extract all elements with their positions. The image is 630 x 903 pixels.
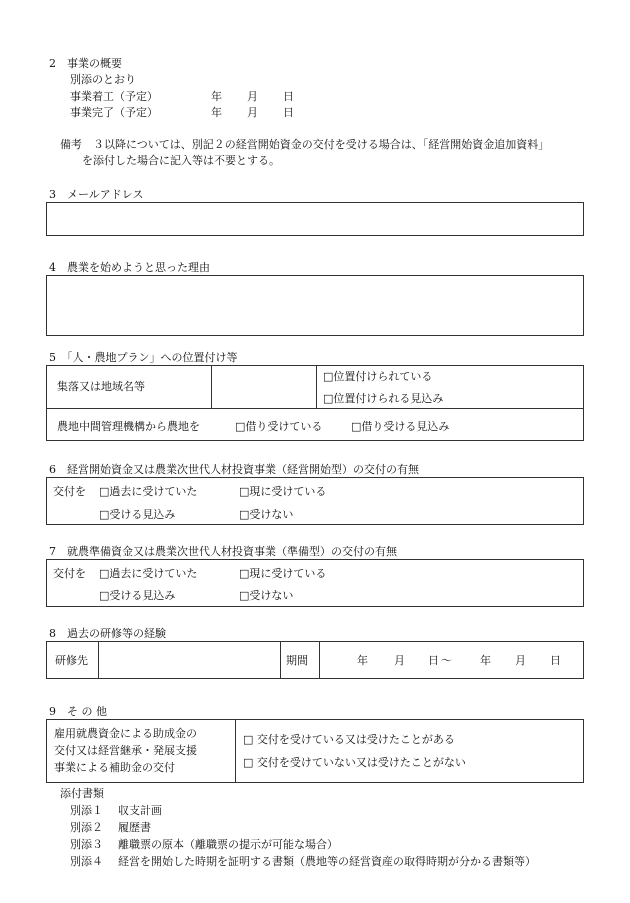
end-year-label: 年 [211,106,222,119]
attachment-3-no: 別添３ [70,838,103,851]
attachment-2-no: 別添２ [70,821,103,834]
attachment-2-text: 履歴書 [118,821,151,834]
option-expected-to-receive[interactable]: □受ける見込み [99,508,176,521]
period-end-day: 日 [550,654,561,667]
prep-option-currently-receiving[interactable]: □現に受けている [239,567,327,580]
end-day-label: 日 [283,106,294,119]
section-9-heading: 9 そ の 他 [49,705,107,718]
option-leasing[interactable]: □借り受けている [235,420,323,433]
start-month-label: 月 [247,90,258,103]
overview-text: 別添のとおり [70,73,136,86]
option-positioning-expected[interactable]: □位置付けられる見込み [323,392,444,405]
grant-prefix-label: 交付を [53,485,86,498]
training-col-1 [98,641,99,679]
attachment-1-no: 別添１ [70,804,103,817]
section-7-heading: 7 就農準備資金又は農業次世代人材投資事業（準備型）の交付の有無 [49,545,397,558]
section-3-heading: 3 メールアドレス [49,188,144,201]
option-currently-receiving[interactable]: □現に受けている [239,485,327,498]
area-name-label: 集落又は地域名等 [57,380,145,393]
prep-grant-prefix-label: 交付を [53,567,86,580]
section-6-heading: 6 経営開始資金又は農業次世代人材投資事業（経営開始型）の交付の有無 [49,463,419,476]
remarks-line-1: 備考 ３以降については、別記２の経営開始資金の交付を受ける場合は、「経営開始資金追加資料」 [60,138,550,151]
plan-table-col-1 [211,365,212,408]
other-table-col [235,719,236,783]
section-8-heading: 8 過去の研修等の経験 [49,627,166,640]
remarks-line-2: を添付した場合に記入等は不要とする。 [82,154,280,167]
period-end-year: 年 [480,654,491,667]
period-start-year: 年 [357,654,368,667]
option-leasing-expected[interactable]: □借り受ける見込み [351,420,450,433]
section-2-heading: 2 事業の概要 [49,57,122,70]
attachment-1-text: 収支計画 [118,804,162,817]
start-year-label: 年 [211,90,222,103]
period-end-month: 月 [515,654,526,667]
option-past-received[interactable]: □過去に受けていた [99,485,198,498]
subsidy-label-line-2: 交付又は経営継承・発展支援 [54,744,197,757]
prep-option-expected-to-receive[interactable]: □受ける見込み [99,589,176,602]
option-not-receiving[interactable]: □受けない [239,508,294,521]
option-positioned[interactable]: □位置付けられている [323,370,433,383]
end-label: 事業完了（予定） [70,106,158,119]
period-start-day: 日 [428,654,439,667]
subsidy-label-line-1: 雇用就農資金による助成金の [54,727,197,740]
section-5-heading: 5 「人・農地プラン」への位置付け等 [49,351,238,364]
plan-table-divider [46,408,584,409]
area-name-field[interactable] [215,373,311,403]
start-day-label: 日 [283,90,294,103]
training-col-2 [280,641,281,679]
section-4-heading: 4 農業を始めようと思った理由 [49,261,210,274]
land-bank-label: 農地中間管理機構から農地を [57,420,200,433]
prep-option-past-received[interactable]: □過去に受けていた [99,567,198,580]
email-field[interactable] [46,202,584,236]
attachment-3-text: 離職票の原本（離職票の提示が可能な場合） [118,838,338,851]
subsidy-label-line-3: 事業による補助金の交付 [54,761,175,774]
prep-option-not-receiving[interactable]: □受けない [239,589,294,602]
period-tilde: 〜 [441,654,452,667]
training-col-3 [319,641,320,679]
attachment-4-no: 別添４ [70,855,103,868]
training-place-field[interactable] [102,645,276,675]
attachment-4-text: 経営を開始した時期を証明する書類（農地等の経営資産の取得時期が分かる書類等） [118,855,536,868]
period-start-month: 月 [394,654,405,667]
option-subsidy-not-received[interactable]: □ 交付を受けていない又は受けたことがない [243,756,466,769]
start-label: 事業着工（予定） [70,90,158,103]
training-period-label: 期間 [286,654,308,667]
reason-field[interactable] [46,275,584,336]
attachments-heading: 添付書類 [60,787,104,800]
end-month-label: 月 [247,106,258,119]
training-place-label: 研修先 [55,654,88,667]
plan-table-col-2 [316,365,317,408]
option-subsidy-received[interactable]: □ 交付を受けている又は受けたことがある [243,733,455,746]
